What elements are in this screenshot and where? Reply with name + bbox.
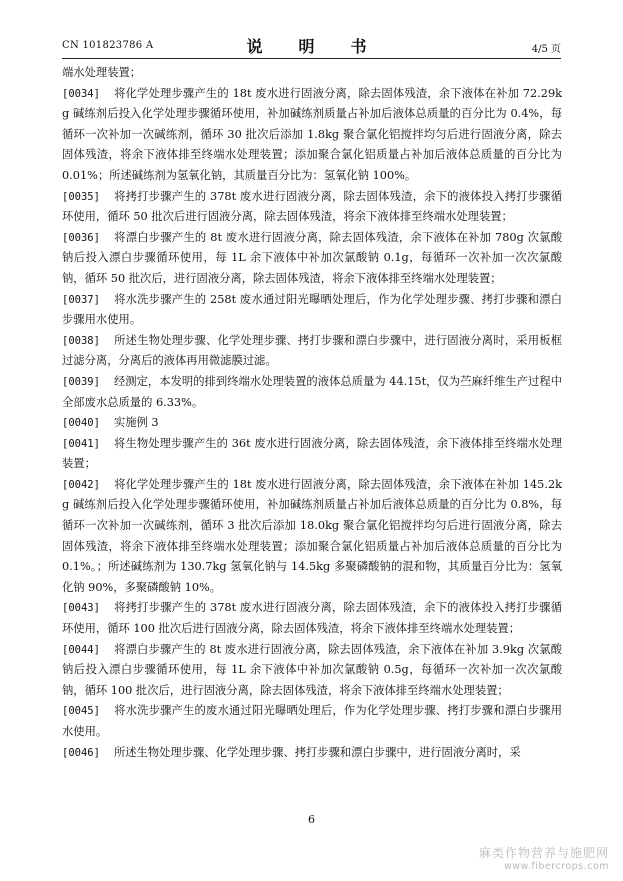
paragraph-number: [0042] xyxy=(62,478,100,491)
paragraph-number: [0038] xyxy=(62,334,100,347)
paragraph-number: [0034] xyxy=(62,87,100,100)
paragraph-text: 将化学处理步骤产生的 18t 废水进行固液分离，除去固体残渣，余下液体在补加 145.2kg 碱练剂后投入化学处理步骤循环使用，补加碱练剂质量占补加后液体总质量的百分比为 0.8%，每循环一次补加一次碱练剂，循环 3 批次后添加 18.0kg 聚合氯化铝搅拌均匀后进行固液分离，除去固体残渣，将余下液体排至终端水处理装置；添加聚合氯化铝质量占补加后液体总质量的百分比为 0.1%。；所述碱练剂为 130.7kg 氢氧化钠与 14.5kg 多聚磷酸钠的混和物，其质量百分比为：氢氧化钠 90%，多聚磷酸钠 10%。 xyxy=(62,477,562,594)
paragraph-number: [0046] xyxy=(62,746,100,759)
paragraph-text: 所述生物处理步骤、化学处理步骤、拷打步骤和漂白步骤中，进行固液分离时，采 xyxy=(113,745,521,759)
watermark xyxy=(479,847,609,873)
patent-number: CN 101823786 A xyxy=(62,40,154,51)
paragraph xyxy=(62,84,562,187)
paragraph-text: 将漂白步骤产生的 8t 废水进行固液分离，除去固体残渣，余下液体在补加 3.9kg 次氯酸钠后投入漂白步骤循环使用，每 1L 余下液体中补加次氯酸钠 0.5g，每循环一次补加一次次氯酸钠，循环 100 批次后，进行固液分离，除去固体残渣，将余下液体排至终端水处理装置； xyxy=(62,642,562,697)
header-rule xyxy=(62,58,561,59)
paragraph-number: [0043] xyxy=(62,602,100,615)
paragraph-text: 实施例 3 xyxy=(113,416,159,430)
paragraph-text: 所述生物处理步骤、化学处理步骤、拷打步骤和漂白步骤中，进行固液分离时，采用板框过滤分离，分离后的液体再用微滤膜过滤。 xyxy=(62,333,562,368)
page-indicator: 4/5 页 xyxy=(531,44,561,55)
paragraph-text: 将漂白步骤产生的 8t 废水进行固液分离，除去固体残渣，余下液体在补加 780g 次氯酸钠后投入漂白步骤循环使用，每 1L 余下液体中补加次氯酸钠 0.1g，每循环一次补加一次次氯酸钠，循环 50 批次后，进行固液分离，除去固体残渣，将余下液体排至终端水处理装置； xyxy=(62,230,562,285)
paragraph xyxy=(62,187,562,228)
paragraph-text: 将化学处理步骤产生的 18t 废水进行固液分离，除去固体残渣，余下液体在补加 72.29kg 碱练剂后投入化学处理步骤循环使用，补加碱练剂质量占补加后液体总质量的百分比为 0.4%，每循环一次补加一次碱练剂，循环 30 批次后添加 1.8kg 聚合氯化铝搅拌均匀后进行固液分离，除去固体残渣，将余下液体排至终端水处理装置；添加聚合氯化铝质量占补加后液体总质量的百分比为 0.01%；所述碱练剂为氢氧化钠，其质量百分比为：氢氧化钠 100%。 xyxy=(62,86,562,182)
paragraph-number: [0041] xyxy=(62,437,100,450)
watermark-site-name: 麻类作物营养与施肥网 xyxy=(478,846,609,860)
paragraph xyxy=(62,290,562,331)
paragraph-number: [0045] xyxy=(62,705,100,718)
paragraph-number: [0037] xyxy=(62,293,100,306)
paragraph xyxy=(62,413,562,434)
paragraph-text: 端水处理装置； xyxy=(62,66,142,79)
paragraph xyxy=(62,701,562,742)
document-body xyxy=(62,63,562,763)
paragraph-number: [0035] xyxy=(62,190,100,203)
watermark-url: www.fibercrops.com xyxy=(503,861,609,872)
paragraph-text: 经测定，本发明的排到终端水处理装置的液体总质量为 44.15t，仅为苎麻纤维生产过程中全部废水总质量的 6.33%。 xyxy=(62,374,562,409)
paragraph xyxy=(62,228,562,290)
page-header xyxy=(62,30,561,56)
paragraph-number: [0039] xyxy=(62,375,100,388)
paragraph xyxy=(62,434,562,475)
paragraph xyxy=(62,372,562,413)
paragraph xyxy=(62,63,562,84)
paragraph xyxy=(62,475,562,599)
paragraph xyxy=(62,598,562,639)
paragraph xyxy=(62,743,562,764)
paragraph xyxy=(62,640,562,702)
paragraph-number: [0036] xyxy=(62,231,100,244)
paragraph-text: 将水洗步骤产生的 258t 废水通过阳光曝晒处理后，作为化学处理步骤、拷打步骤和漂白步骤用水使用。 xyxy=(62,292,562,327)
paragraph xyxy=(62,331,562,372)
paragraph-text: 将水洗步骤产生的废水通过阳光曝晒处理后，作为化学处理步骤、拷打步骤和漂白步骤用水使用。 xyxy=(62,704,562,738)
page-number: 6 xyxy=(308,813,315,826)
paragraph-text: 将生物处理步骤产生的 36t 废水进行固液分离，除去固体残渣，余下液体排至终端水处理装置； xyxy=(62,436,562,471)
paragraph-number: [0040] xyxy=(62,417,100,430)
paragraph-text: 将拷打步骤产生的 378t 废水进行固液分离，除去固体残渣，余下的液体投入拷打步骤循环使用，循环 100 批次后进行固液分离，除去固体残渣，将余下液体排至终端水处理装置； xyxy=(62,601,562,636)
paragraph-text: 将拷打步骤产生的 378t 废水进行固液分离，除去固体残渣，余下的液体投入拷打步骤循环使用，循环 50 批次后进行固液分离，除去固体残渣，将余下液体排至终端水处理装置； xyxy=(62,189,562,224)
paragraph-number: [0044] xyxy=(62,643,100,656)
document-title: 说 明 书 xyxy=(246,37,377,56)
